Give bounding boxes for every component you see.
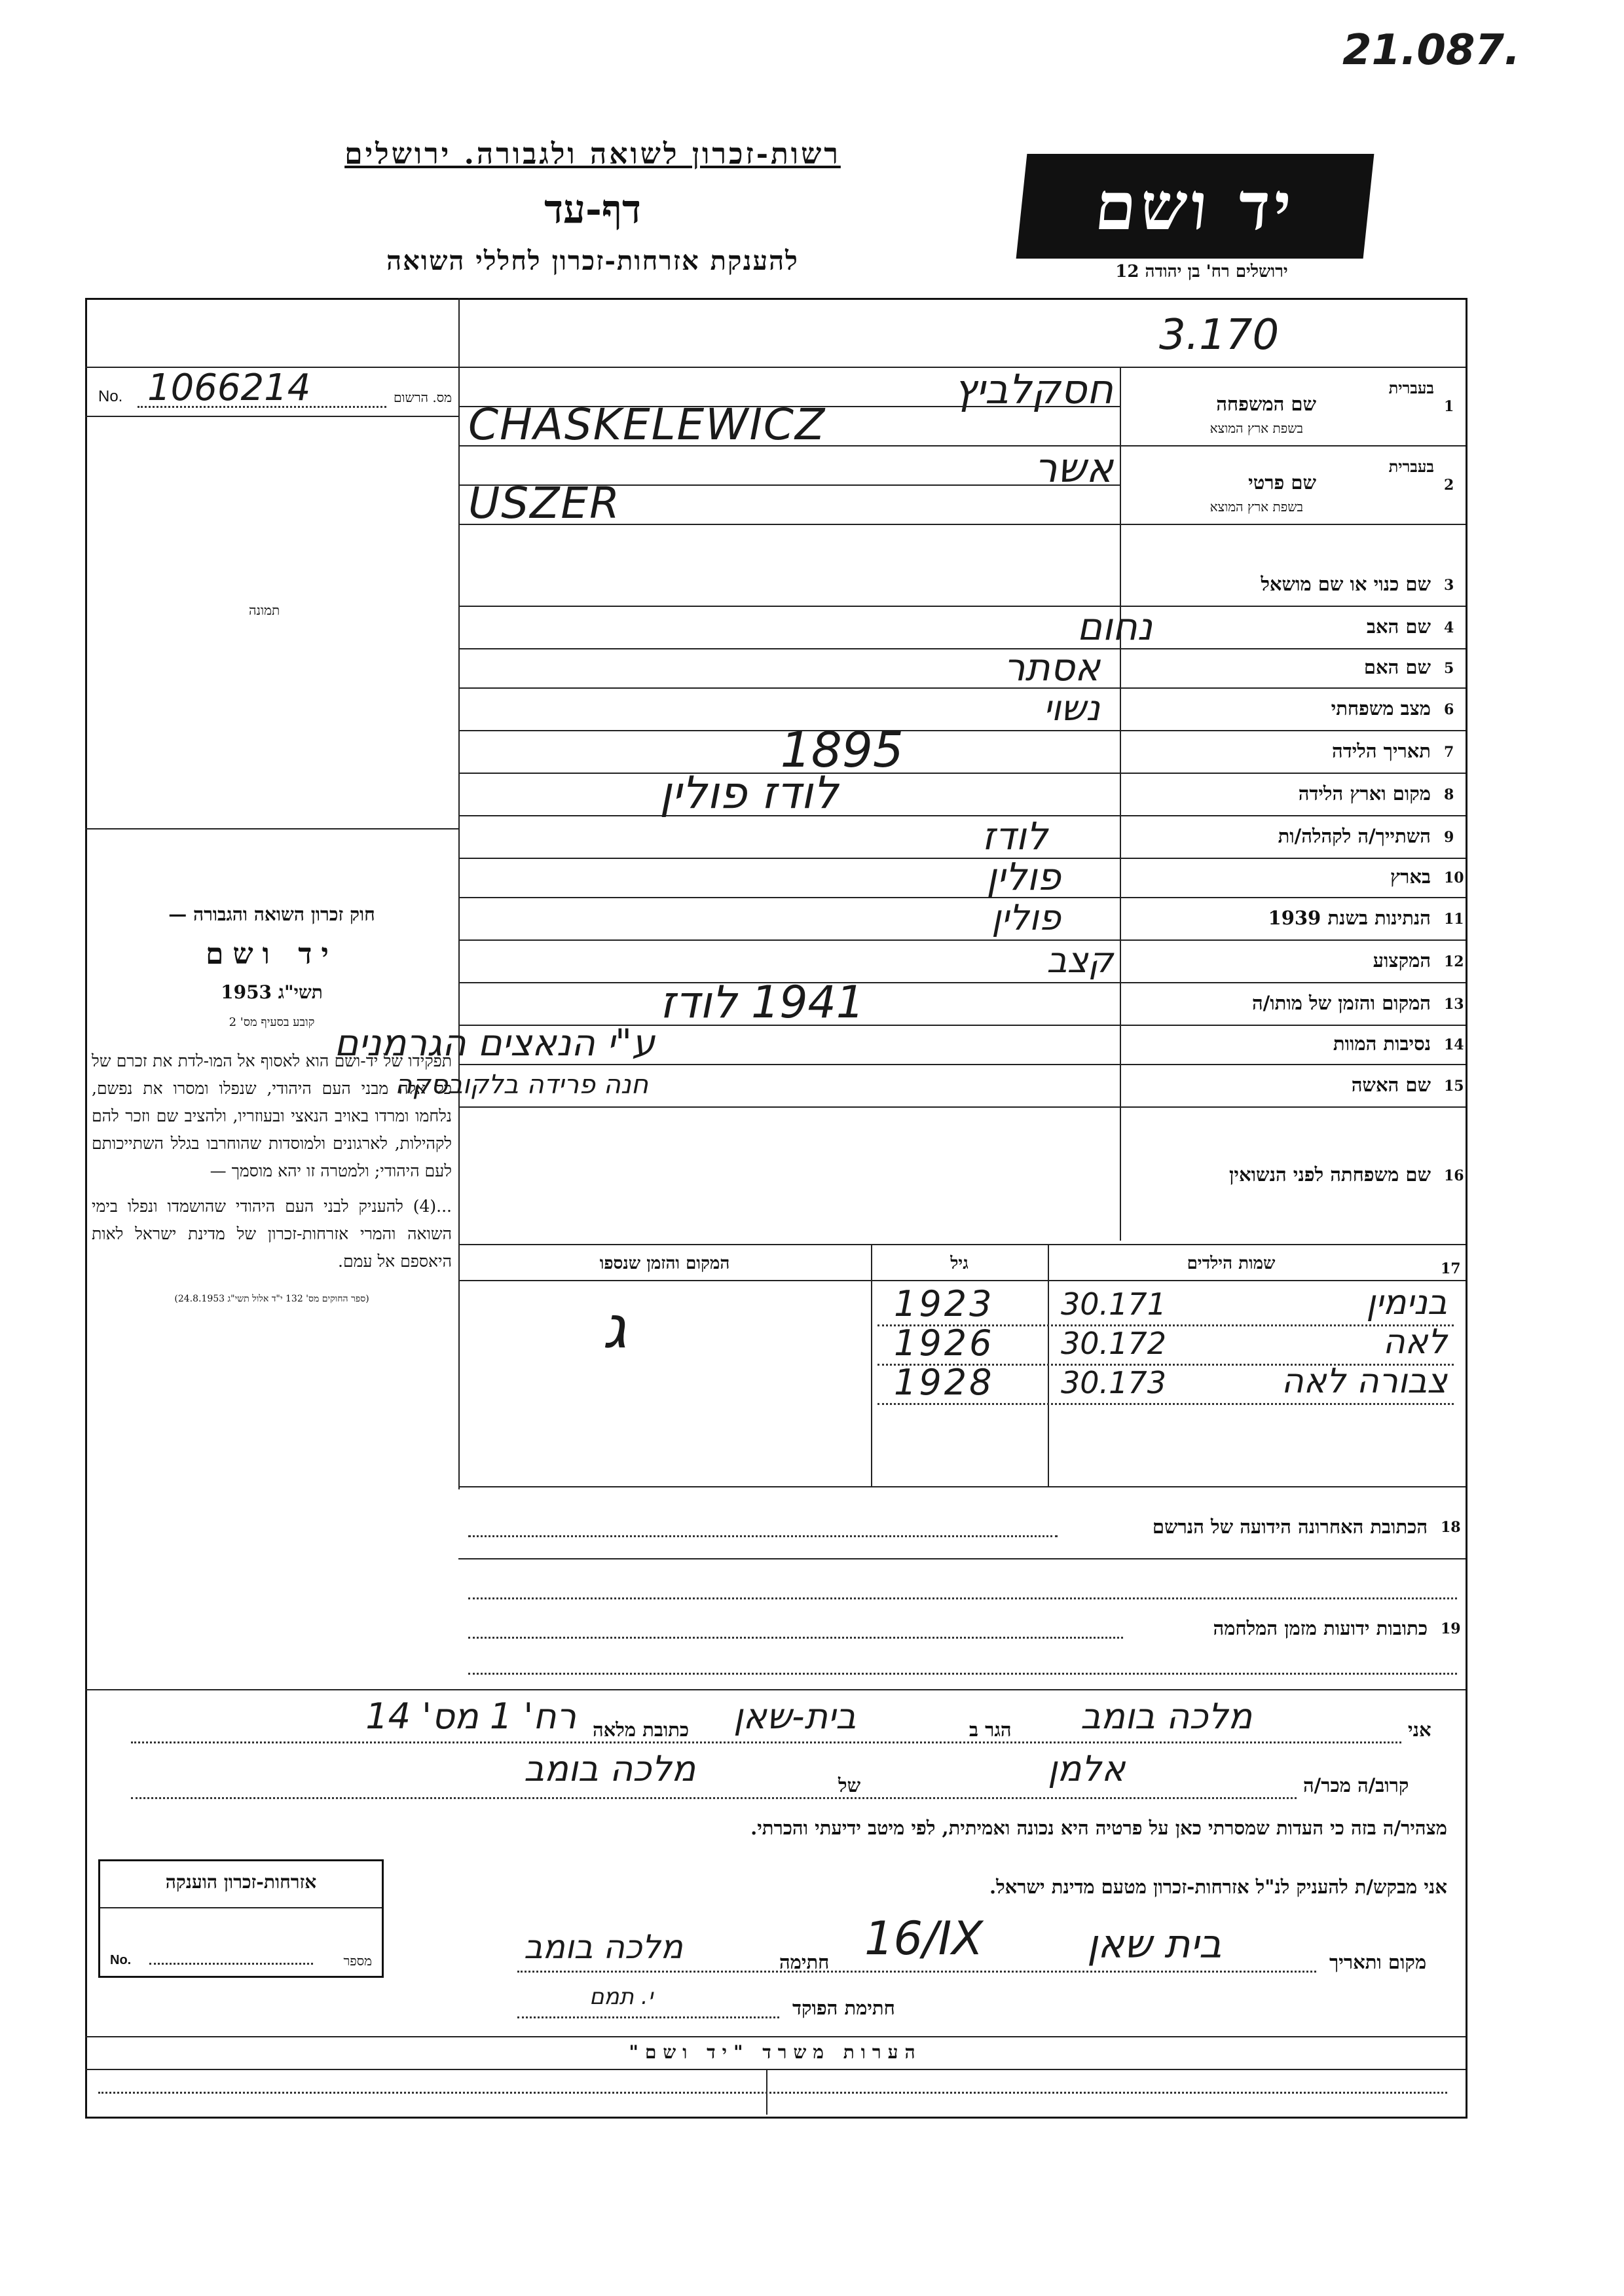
law-name: יד ושם [206,938,338,971]
decl-of: של [838,1774,861,1796]
top-note: 3.170 [1159,311,1280,359]
child-name: לאה [1382,1322,1447,1362]
field-1-number: 1 [1444,398,1454,415]
yad-vashem-logo [1016,154,1375,259]
archive-number: 21.087. [1342,26,1521,75]
field-6-label: מצב משפחתי [1331,697,1431,720]
field-16-label: שם משפחתה לפני הנשואין [1229,1163,1431,1186]
registry-no-label: No. [98,388,123,405]
field-14-label: נסיבות המוות [1333,1032,1431,1055]
decl-address: רח' 1 מס' 14 [365,1696,576,1737]
logo-text: יד ושם [1091,168,1299,245]
field-13-label: המקום והזמן של מותו/ה [1251,991,1431,1014]
field-8-value: לודז פולין [659,767,838,819]
field-1-label: שם המשפחה [1216,393,1316,415]
decl-address-label: כתובת מלאה [593,1719,690,1741]
decl-request: אני מבקש/ת להעניק לנ"ל אזרחות-זכרון מטעם מדינת ישראל. [989,1876,1447,1898]
field-12-value: קצב [1046,939,1113,981]
field-14-value: ע"י הנאצים הגרמנים [334,1022,655,1065]
field-5-label: שם האם [1363,656,1431,678]
field-12-label: המקצוע [1373,949,1431,972]
decl-ani: אני [1408,1719,1431,1741]
law-box [92,903,452,1305]
field-10-value: פולין [986,854,1061,900]
decl-official-label: חתימת הפוקד [792,1997,895,2019]
field-9-value: לודז [982,813,1048,858]
field-1-sub-hebrew: בעברית [1388,378,1434,397]
field-5-number: 5 [1444,660,1454,677]
field-10-number: 10 [1444,869,1464,886]
decl-place-date: בית שאן [1087,1922,1222,1967]
child-name: בנימין [1366,1283,1447,1322]
field-mid-line [458,484,1120,486]
field-13-value: 1941 לודז [659,976,864,1029]
field-7-number: 7 [1444,743,1454,761]
law-footnote: (ספר החוקים מס' 132 י"ד אלול תשי"ג 24.8.1953) [174,1294,369,1304]
law-para1: תפקידו של יד-ושם הוא לאסוף אל המו-לדת את זכרם של כל אלה מבני העם היהודי, שנפלו ומסרו את נפשם, נלחמו ומרדו באויב הנאצי ובעוזריו, ולהציב שם וזכר להם לקהילות, לארגונים ולמוסדות שהוחרבו בגלל השתייכותם לעם היהודי; ולמטרה זו יהא מוסמך — [92,1051,452,1180]
authority-heading: רשות-זכרון לשואה ולגבורה. ירושלים [344,137,841,171]
law-clause: קובע בסעיף מס' 2 [229,1015,315,1029]
decl-place-date-label: מקום ותאריך [1329,1951,1427,1973]
registry-label: מס. הרשום [393,390,452,405]
field-14-number: 14 [1444,1036,1464,1053]
decl-resides: הגר ב [969,1719,1012,1741]
field-9-number: 9 [1444,828,1454,846]
field-13-number: 13 [1444,995,1464,1013]
decl-statement: מצהיר/ה בזה כי העדות שמסרתי כאן על פרטיה היא נכונה ואמיתית, לפי מיטב ידיעתי והכרתי. [750,1817,1447,1839]
field-19-number: 19 [1441,1620,1461,1637]
form-subtitle: להענקת אזרחות-זכרון לחללי השואה [386,246,799,276]
field-10-label: בארץ [1390,866,1431,888]
field-3-number: 3 [1444,576,1454,594]
form-title: דף-עד [544,187,641,232]
field-4-label: שם האב [1366,615,1431,638]
decl-date: 16/IX [864,1912,984,1965]
decl-declarant: מלכה בומב [1080,1696,1253,1737]
field-8-label: מקום וארץ הלידה [1298,782,1431,805]
address: ירושלים רח' בן יהודה 12 [1115,262,1288,282]
decl-relative-label: קרוב/ה מכר/ה [1303,1774,1409,1796]
child-row-line [877,1403,1454,1405]
photo-label: תמונה [249,602,280,618]
child-age: 1923 [894,1283,995,1324]
field-17-number: 17 [1441,1260,1461,1277]
decl-signature: מלכה בומב [524,1928,683,1966]
field-4-number: 4 [1444,619,1454,636]
citizenship-title: אזרחות-זכרון הוענקה [165,1871,317,1893]
field-2-sub-hebrew: בעברית [1388,457,1434,476]
citizenship-box [98,1859,384,1978]
decl-city: בית-שאן [733,1696,857,1737]
law-para2: ...(4) להעניק לבני העם היהודי שהושמדו ונפלו בימי השואה והמרי אזרחות-זכרון של מדינת ישראל לאות היאספם אל עמם. [92,1197,452,1271]
field-12-number: 12 [1444,953,1464,970]
child-note: 30.171 [1061,1286,1166,1322]
decl-relation: אלמן [1048,1748,1126,1789]
children-place-header: המקום והזמן שנספו [599,1254,730,1273]
children-names-header: שמות הילדים [1187,1254,1276,1273]
law-title: חוק זכרון השואה והגבורה — [168,903,375,925]
field-15-value: חנה פרידה בלקובסקה [395,1069,648,1100]
children-age-header: גיל [950,1254,969,1273]
field-2-number: 2 [1444,477,1454,494]
field-11-value: פולין [991,897,1061,939]
field-4-value: נחום [1077,604,1153,649]
field-1-value-latin: CHASKELEWICZ [468,399,826,450]
field-2-sub-origin: בשפת ארץ המוצא [1209,499,1303,515]
field-11-label: הנתינות בשנת 1939 [1268,906,1431,929]
child-age: 1928 [894,1362,995,1403]
field-mid-line [458,406,1120,407]
field-7-label: תאריך הלידה [1332,739,1431,762]
child-note: 30.173 [1061,1365,1166,1400]
field-separator [458,1106,1466,1108]
field-8-number: 8 [1444,786,1454,803]
field-2-label: שם פרטי [1248,471,1316,494]
field-5-value: אסתר [1003,645,1100,690]
field-1-value-hebrew: חסקלביץ [953,365,1113,413]
field-2-value-hebrew: אשר [1034,444,1113,492]
field-15-label: שם האשה [1351,1073,1431,1096]
citizenship-number-label: מספר [343,1953,372,1969]
field-19-label: כתובות ידועות מזמן המלחמה [1213,1617,1428,1639]
decl-signature-label: חתימה [779,1951,830,1973]
field-16-number: 16 [1444,1167,1464,1184]
field-7-value: 1895 [780,722,904,779]
field-15-number: 15 [1444,1077,1464,1095]
field-6-number: 6 [1444,701,1454,718]
law-year: תשי"ג 1953 [221,981,323,1003]
field-18-label: הכתובת האחרונה הידועה של הנרשם [1152,1516,1428,1538]
child-note: 30.172 [1061,1326,1166,1361]
field-2-value-latin: USZER [468,478,621,528]
field-18-number: 18 [1441,1519,1461,1536]
field-11-number: 11 [1444,910,1464,928]
field-9-label: השתייך/ה לקהלה/ות [1278,824,1431,847]
citizenship-no-label: No. [110,1953,132,1967]
child-age: 1926 [894,1322,995,1364]
child-name: צבורה לאה [1281,1362,1447,1401]
decl-of-name: מלכה בומב [524,1748,696,1789]
office-notes-heading: הערות משרד "יד ושם" [629,2041,922,2063]
field-3-label: שם כנוי או שם מושאל [1261,572,1431,595]
field-6-value: נשוי [1043,687,1100,729]
decl-official-sig: י. תמם [589,1984,654,2010]
registry-number [98,367,452,412]
field-1-sub-origin: בשפת ארץ המוצא [1209,420,1303,436]
registry-no-value: 1066214 [147,367,311,409]
children-place-mark: ג [602,1293,627,1362]
